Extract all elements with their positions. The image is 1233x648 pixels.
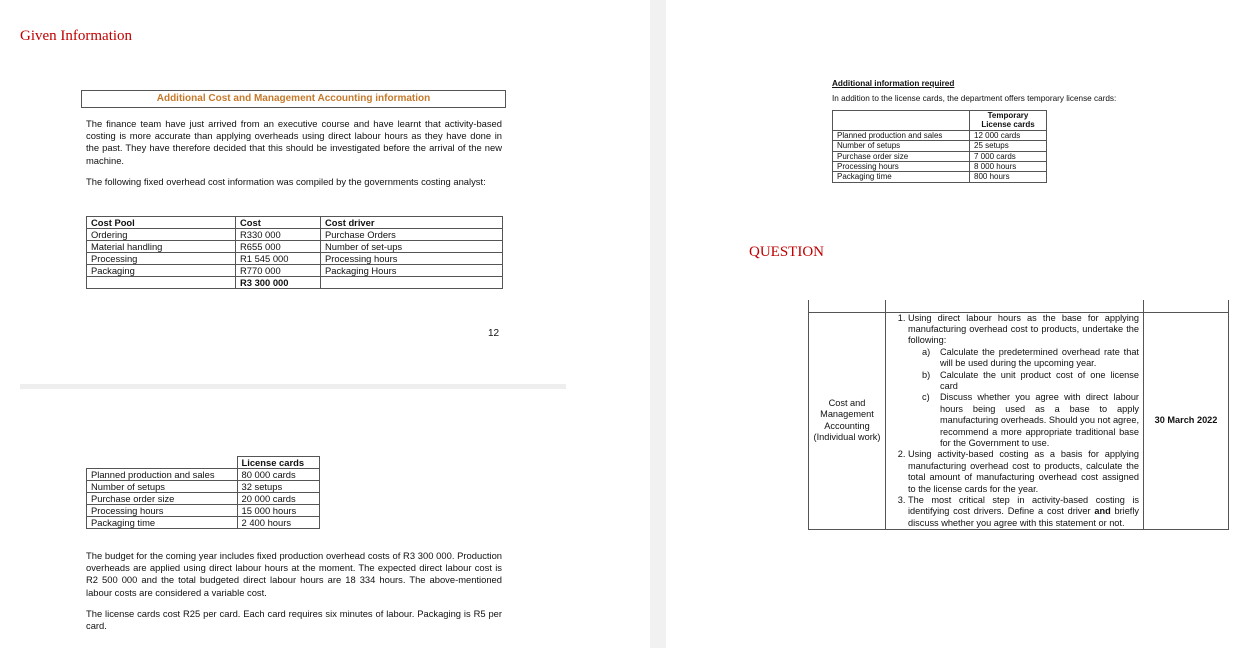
cell (809, 300, 886, 312)
cell: Packaging Hours (321, 265, 503, 277)
table-row (87, 505, 320, 517)
table-row (833, 130, 1047, 140)
cell: Number of setups (833, 141, 970, 151)
table-row (833, 141, 1047, 151)
cell: 800 hours (970, 172, 1047, 182)
table-row (87, 265, 503, 277)
cell: R1 545 000 (236, 253, 321, 265)
cell (833, 111, 970, 131)
question-heading: QUESTION (749, 244, 824, 260)
cell (1144, 300, 1229, 312)
question-list (890, 313, 1139, 530)
question-1-text: Using direct labour hours as the base for applying manufacturing overhead cost to products, undertake the following: (908, 312, 1139, 346)
spacer-row (809, 300, 1229, 312)
cell: R655 000 (236, 241, 321, 253)
cell: 8 000 hours (970, 162, 1047, 172)
additional-info-intro: In addition to the license cards, the department offers temporary license cards: (832, 94, 1117, 103)
cell: Planned production and sales (87, 469, 238, 481)
table-row (87, 241, 503, 253)
cell: Ordering (87, 229, 236, 241)
question-3 (908, 495, 1139, 529)
cell (87, 277, 236, 289)
cell: Packaging time (87, 517, 238, 529)
question-1a-text: Calculate the predetermined overhead rate that will be used during the upcoming year. (940, 346, 1139, 369)
question-row (809, 312, 1229, 530)
table-row (833, 162, 1047, 172)
page-break-divider (20, 384, 566, 389)
table-row (87, 253, 503, 265)
license-cost-paragraph: The license cards cost R25 per card. Each card requires six minutes of labour. Packaging is R5 per card. (86, 608, 502, 632)
cell (321, 277, 503, 289)
cell: Processing hours (833, 162, 970, 172)
question-2-text: Using activity-based costing as a basis for applying manufacturing overhead cost to products, calculate the total amount of manufacturing overhead cost assigned to the license cards for the year. (908, 449, 1139, 494)
cell: Number of setups (87, 481, 238, 493)
question-1b (922, 370, 1139, 393)
cell: Processing hours (87, 505, 238, 517)
cell: Material handling (87, 241, 236, 253)
list-marker: a) (922, 346, 931, 357)
temporary-license-table (832, 110, 1047, 183)
list-marker: c) (922, 392, 930, 403)
additional-info-title: Additional information required (832, 79, 955, 88)
question-1b-text: Calculate the unit product cost of one license card (940, 369, 1139, 391)
col-license-cards: License cards (237, 457, 320, 469)
budget-paragraph: The budget for the coming year includes fixed production overhead costs of R3 300 000. Production overheads are applied using direct labour hours at the moment. The expected direct labour cost is R2 500 000 and the total budgeted direct labour hours are 18 334 hours. The above-mentioned labour costs are considered a variable cost. (86, 550, 502, 598)
cell: 2 400 hours (237, 517, 320, 529)
question-1 (908, 313, 1139, 450)
cell: 80 000 cards (237, 469, 320, 481)
table-row (833, 151, 1047, 161)
cell: 32 setups (237, 481, 320, 493)
cell: 7 000 cards (970, 151, 1047, 161)
table-row (87, 493, 320, 505)
cost-pool-table (86, 216, 503, 289)
cell (886, 300, 1144, 312)
cell: Planned production and sales (833, 130, 970, 140)
cell: Processing (87, 253, 236, 265)
col-cost-pool: Cost Pool (87, 217, 236, 229)
page-number: 12 (488, 328, 500, 339)
question-table (808, 300, 1229, 530)
given-information-heading: Given Information (20, 28, 133, 44)
due-date: 30 March 2022 (1144, 312, 1229, 530)
cell: 15 000 hours (237, 505, 320, 517)
table-row (87, 481, 320, 493)
total-row (87, 277, 503, 289)
cell: R330 000 (236, 229, 321, 241)
cell: Processing hours (321, 253, 503, 265)
question-1c-text: Discuss whether you agree with direct labour hours being used as a base to apply manufacturing overheads. Should you not agree, recommend a more appropriate traditional base for the Government to use. (940, 392, 1139, 448)
question-1-sublist (908, 347, 1139, 450)
license-cards-table (86, 456, 320, 529)
table-row (833, 172, 1047, 182)
cell: R770 000 (236, 265, 321, 277)
cell: Packaging time (833, 172, 970, 182)
table-header-row (833, 111, 1047, 131)
table-header-row (87, 457, 320, 469)
cell (87, 457, 238, 469)
question-1c (922, 392, 1139, 449)
col-cost-driver: Cost driver (321, 217, 503, 229)
table-row (87, 229, 503, 241)
table-row (87, 517, 320, 529)
cell: Purchase Orders (321, 229, 503, 241)
cell: Number of set-ups (321, 241, 503, 253)
total-cost: R3 300 000 (236, 277, 321, 289)
col-cost: Cost (236, 217, 321, 229)
cell: 20 000 cards (237, 493, 320, 505)
question-2 (908, 449, 1139, 495)
question-3-text-a: The most critical step in activity-based costing is identifying cost drivers. Define a cost driver (908, 495, 1139, 517)
cell: Packaging (87, 265, 236, 277)
info-heading: Additional Cost and Management Accounting information (81, 90, 506, 108)
col-temporary-license-cards: Temporary License cards (970, 111, 1047, 131)
cell: Purchase order size (833, 151, 970, 161)
right-page (666, 0, 1233, 648)
cell: 25 setups (970, 141, 1047, 151)
module-cell: Cost and Management Accounting (Individual work) (809, 312, 886, 530)
overhead-paragraph: The following fixed overhead cost information was compiled by the governments costing analyst: (86, 176, 486, 187)
cell: Purchase order size (87, 493, 238, 505)
table-header-row (87, 217, 503, 229)
cell: 12 000 cards (970, 130, 1047, 140)
question-3-emphasis: and (1094, 506, 1111, 517)
list-marker: b) (922, 369, 931, 380)
intro-paragraph: The finance team have just arrived from an executive course and have learnt that activity-based costing is more accurate than applying overheads using direct labour hours as they have done in the past. They have therefore decided that this should be investigated before the arrival of the new machine. (86, 118, 502, 166)
question-3-text-b: briefly discuss whether you agree with this statement or not. (908, 506, 1139, 528)
questions-cell (886, 312, 1144, 530)
question-1a (922, 347, 1139, 370)
table-row (87, 469, 320, 481)
